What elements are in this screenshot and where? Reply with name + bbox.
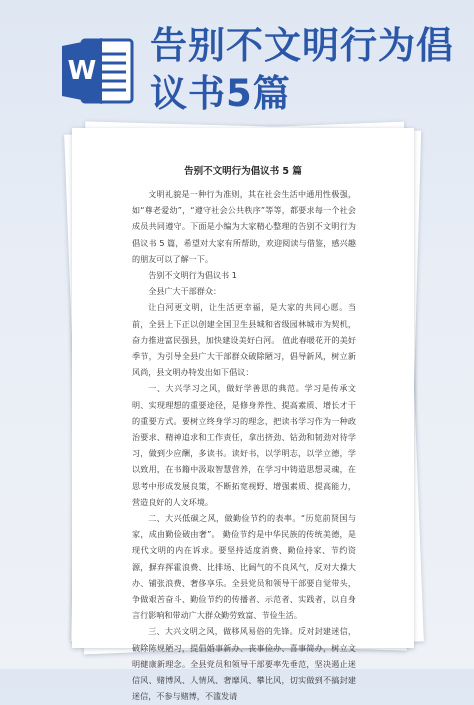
page-title-line-2: 议书5篇 [150,72,291,115]
paragraph-preface: 让白河更文明，让生活更幸福，是大家的共同心愿。当前，全县上下正以创建全国卫生县城和省级园林城市为契机，奋力推进富民强县，加快建设美好白河。 值此春暖花开的美好季节，为引导全县广大干部群众破除陋习，倡导新风，树立新风尚，县文明办特发出如下倡议： [132,302,356,378]
page-title-line-1: 告别不文明行为倡 [150,24,454,67]
word-icon-letter: W [67,56,97,86]
paragraph-point-3: 三、大兴文明之风，做移风易俗的先锋。反对封建迷信，破除陈规陋习，提倡婚事新办、丧事俭办、喜事简办，树立文明健康新理念。全县党员和领导干部要率先垂范，坚决遏止迷信风、赌博风、人情风、奢靡风、攀比风，切实做到不搞封建迷信，不参与赌博，不滥发请 [132,626,356,702]
page-title [150,22,460,118]
paragraph-salutation: 全县广大干部群众： [148,286,222,297]
word-document-icon [58,34,136,108]
paragraph-intro: 文明礼貌是一种行为准则，其在社会生活中通用性极强，如“尊老爱幼”，“遵守社会公共秩序”等等，都要求每一个社会成员共同遵守。下面是小编为大家精心整理的告别不文明行为倡议书 5 篇，希望对大家有所帮助，欢迎阅读与借鉴，感兴趣的朋友可以了解一下。 [132,189,356,264]
document-title: 告别不文明行为倡议书 5 篇 [184,166,302,177]
document-body [132,186,356,705]
document-page [72,128,414,702]
paragraph-point-2: 二、大兴低碳之风，做勤俭节约的表率。“历览前贤国与家，成由勤俭破由奢”。 勤俭节约是中华民族的传统美德，是现代文明的内在诉求。要坚持适度消费、勤俭持家、节约资源，摒弃挥霍浪费、比排场、比阔气的不良风气，反对大操大办、铺张浪费、奢侈享乐。全县党员和领导干部要自觉带头，争做艰苦奋斗、勤俭节约的传播者、示范者、实践者，以自身言行影响和带动广大群众勤劳致富、节俭生活。 [132,513,356,621]
paragraph-section-heading: 告别不文明行为倡议书 1 [148,270,237,281]
paragraph-point-1: 一、大兴学习之风，做好学善思的典范。学习是传承文明、实现理想的重要途径，是修身养性、提高素质、增长才干的重要方式。要树立终身学习的理念，把读书学习作为一种政治要求、精神追求和工作责任，拿出挤劲、钻劲和韧劲对待学习，做到少应酬，多读书。读好书，以学明志，以学立德，学以致用，在书籍中汲取智慧营养，在学习中铸造思想灵魂，在思考中形成发展良策，不断拓宽视野、增强素质、提高能力，营造良好的人文环境。 [132,383,356,507]
